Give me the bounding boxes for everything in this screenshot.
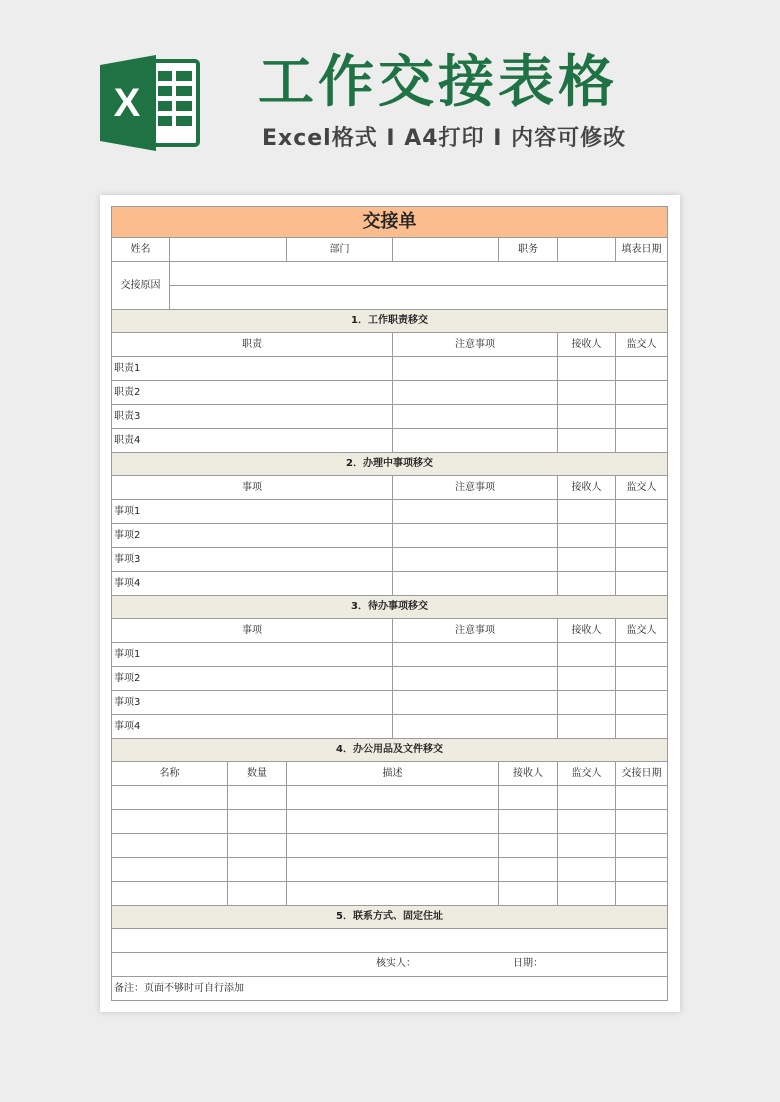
reason-field[interactable] xyxy=(170,262,668,286)
supervisor-cell[interactable] xyxy=(616,691,668,715)
notes-cell[interactable] xyxy=(393,643,558,667)
row-label: 事项2 xyxy=(112,524,393,548)
receiver-cell[interactable] xyxy=(558,548,616,572)
receiver-cell[interactable] xyxy=(558,429,616,453)
table-row xyxy=(112,691,668,715)
col-duty: 职责 xyxy=(112,333,393,357)
section-1-header xyxy=(112,310,668,333)
position-field[interactable] xyxy=(558,238,616,262)
quantity-cell[interactable] xyxy=(228,810,287,834)
quantity-cell[interactable] xyxy=(228,858,287,882)
contact-field[interactable] xyxy=(112,929,668,953)
supervisor-cell[interactable] xyxy=(616,643,668,667)
table-row xyxy=(112,429,668,453)
signature-cell xyxy=(112,953,668,977)
receiver-cell[interactable] xyxy=(499,834,558,858)
quantity-cell[interactable] xyxy=(228,882,287,906)
name-cell[interactable] xyxy=(112,882,228,906)
name-label: 姓名 xyxy=(112,238,170,262)
row-label: 事项4 xyxy=(112,715,393,739)
date-cell[interactable] xyxy=(616,858,668,882)
quantity-cell[interactable] xyxy=(228,786,287,810)
supervisor-cell[interactable] xyxy=(616,429,668,453)
reason-label: 交接原因 xyxy=(112,262,170,310)
section-4-header xyxy=(112,739,668,762)
notes-cell[interactable] xyxy=(393,548,558,572)
col-receiver: 接收人 xyxy=(558,333,616,357)
receiver-cell[interactable] xyxy=(558,667,616,691)
row-label: 事项1 xyxy=(112,643,393,667)
table-row xyxy=(112,548,668,572)
date-cell[interactable] xyxy=(616,810,668,834)
section-3-title: 3．待办事项移交 xyxy=(112,596,668,619)
receiver-cell[interactable] xyxy=(558,405,616,429)
col-supervisor: 监交人 xyxy=(616,333,668,357)
col-supervisor: 监交人 xyxy=(616,476,668,500)
row-label: 职责1 xyxy=(112,357,393,381)
table-row xyxy=(112,500,668,524)
position-label: 职务 xyxy=(499,238,558,262)
table-row xyxy=(112,882,668,906)
notes-cell[interactable] xyxy=(393,357,558,381)
supervisor-cell[interactable] xyxy=(558,834,616,858)
section-2-title: 2．办理中事项移交 xyxy=(112,453,668,476)
table-row xyxy=(112,524,668,548)
col-notes: 注意事项 xyxy=(393,476,558,500)
supervisor-cell[interactable] xyxy=(616,572,668,596)
remark-text: 备注：页面不够时可自行添加 xyxy=(112,977,668,1001)
info-row xyxy=(112,238,668,262)
section-2-header xyxy=(112,453,668,476)
date-cell[interactable] xyxy=(616,786,668,810)
supervisor-cell[interactable] xyxy=(558,810,616,834)
description-cell[interactable] xyxy=(287,810,499,834)
row-label: 事项1 xyxy=(112,500,393,524)
supervisor-cell[interactable] xyxy=(616,500,668,524)
name-cell[interactable] xyxy=(112,786,228,810)
supervisor-cell[interactable] xyxy=(616,357,668,381)
description-cell[interactable] xyxy=(287,882,499,906)
table-row xyxy=(112,786,668,810)
notes-cell[interactable] xyxy=(393,381,558,405)
excel-logo-icon xyxy=(100,55,200,151)
receiver-cell[interactable] xyxy=(558,715,616,739)
quantity-cell[interactable] xyxy=(228,834,287,858)
signature-row xyxy=(112,953,668,977)
notes-cell[interactable] xyxy=(393,429,558,453)
page-title: 工作交接表格 xyxy=(258,50,618,115)
receiver-cell[interactable] xyxy=(558,500,616,524)
notes-cell[interactable] xyxy=(393,667,558,691)
receiver-cell[interactable] xyxy=(499,882,558,906)
row-label: 职责2 xyxy=(112,381,393,405)
reason-field-2[interactable] xyxy=(170,286,668,310)
section-3-header xyxy=(112,596,668,619)
notes-cell[interactable] xyxy=(393,500,558,524)
remark-row xyxy=(112,977,668,1001)
handover-sheet xyxy=(100,195,680,1012)
table-row xyxy=(112,858,668,882)
table-row xyxy=(112,381,668,405)
table-row xyxy=(112,667,668,691)
table-row xyxy=(112,357,668,381)
supervisor-cell[interactable] xyxy=(616,548,668,572)
table-row xyxy=(112,834,668,858)
table-row xyxy=(112,572,668,596)
page-subtitle: Excel格式 I A4打印 I 内容可修改 xyxy=(262,126,627,151)
row-label: 职责4 xyxy=(112,429,393,453)
row-label: 职责3 xyxy=(112,405,393,429)
receiver-cell[interactable] xyxy=(499,858,558,882)
supervisor-cell[interactable] xyxy=(558,858,616,882)
receiver-cell[interactable] xyxy=(558,357,616,381)
table-row xyxy=(112,643,668,667)
date-cell[interactable] xyxy=(616,834,668,858)
row-label: 事项3 xyxy=(112,548,393,572)
row-label: 事项4 xyxy=(112,572,393,596)
section-4-columns xyxy=(112,762,668,786)
col-item: 事项 xyxy=(112,619,393,643)
row-label: 事项2 xyxy=(112,667,393,691)
handover-form-table xyxy=(111,206,668,1001)
form-title: 交接单 xyxy=(112,207,668,238)
verifier-label: 核实人： xyxy=(376,958,416,969)
receiver-cell[interactable] xyxy=(499,786,558,810)
receiver-cell[interactable] xyxy=(558,691,616,715)
notes-cell[interactable] xyxy=(393,405,558,429)
description-cell[interactable] xyxy=(287,834,499,858)
fill-date-label: 填表日期 xyxy=(616,238,668,262)
description-cell[interactable] xyxy=(287,858,499,882)
receiver-cell[interactable] xyxy=(558,572,616,596)
name-field[interactable] xyxy=(170,238,287,262)
section-3-columns xyxy=(112,619,668,643)
supervisor-cell[interactable] xyxy=(616,524,668,548)
sign-date-label: 日期： xyxy=(513,958,543,969)
table-row xyxy=(112,405,668,429)
col-quantity: 数量 xyxy=(228,762,287,786)
supervisor-cell[interactable] xyxy=(558,786,616,810)
dept-label: 部门 xyxy=(287,238,393,262)
table-row xyxy=(112,715,668,739)
section-1-title: 1．工作职责移交 xyxy=(112,310,668,333)
col-receiver: 接收人 xyxy=(558,619,616,643)
section-4-title: 4．办公用品及文件移交 xyxy=(112,739,668,762)
supervisor-cell[interactable] xyxy=(616,715,668,739)
reason-row-2 xyxy=(112,286,668,310)
col-receiver: 接收人 xyxy=(558,476,616,500)
section-5-title: 5．联系方式、固定住址 xyxy=(112,906,668,929)
description-cell[interactable] xyxy=(287,786,499,810)
section-1-columns xyxy=(112,333,668,357)
notes-cell[interactable] xyxy=(393,524,558,548)
section-5-header xyxy=(112,906,668,929)
col-notes: 注意事项 xyxy=(393,333,558,357)
col-notes: 注意事项 xyxy=(393,619,558,643)
col-description: 描述 xyxy=(287,762,499,786)
receiver-cell[interactable] xyxy=(558,381,616,405)
svg-text:X: X xyxy=(113,81,141,125)
name-cell[interactable] xyxy=(112,810,228,834)
supervisor-cell[interactable] xyxy=(558,882,616,906)
receiver-cell[interactable] xyxy=(558,643,616,667)
name-cell[interactable] xyxy=(112,858,228,882)
col-receiver: 接收人 xyxy=(499,762,558,786)
receiver-cell[interactable] xyxy=(558,524,616,548)
col-item: 事项 xyxy=(112,476,393,500)
col-supervisor: 监交人 xyxy=(616,619,668,643)
dept-field[interactable] xyxy=(393,238,499,262)
receiver-cell[interactable] xyxy=(499,810,558,834)
col-supervisor: 监交人 xyxy=(558,762,616,786)
date-cell[interactable] xyxy=(616,882,668,906)
row-label: 事项3 xyxy=(112,691,393,715)
table-row xyxy=(112,810,668,834)
notes-cell[interactable] xyxy=(393,691,558,715)
notes-cell[interactable] xyxy=(393,572,558,596)
supervisor-cell[interactable] xyxy=(616,381,668,405)
form-title-row xyxy=(112,207,668,238)
supervisor-cell[interactable] xyxy=(616,667,668,691)
contact-row xyxy=(112,929,668,953)
section-2-columns xyxy=(112,476,668,500)
col-handover-date: 交接日期 xyxy=(616,762,668,786)
name-cell[interactable] xyxy=(112,834,228,858)
reason-row xyxy=(112,262,668,286)
supervisor-cell[interactable] xyxy=(616,405,668,429)
notes-cell[interactable] xyxy=(393,715,558,739)
col-name: 名称 xyxy=(112,762,228,786)
page-header xyxy=(0,0,780,195)
